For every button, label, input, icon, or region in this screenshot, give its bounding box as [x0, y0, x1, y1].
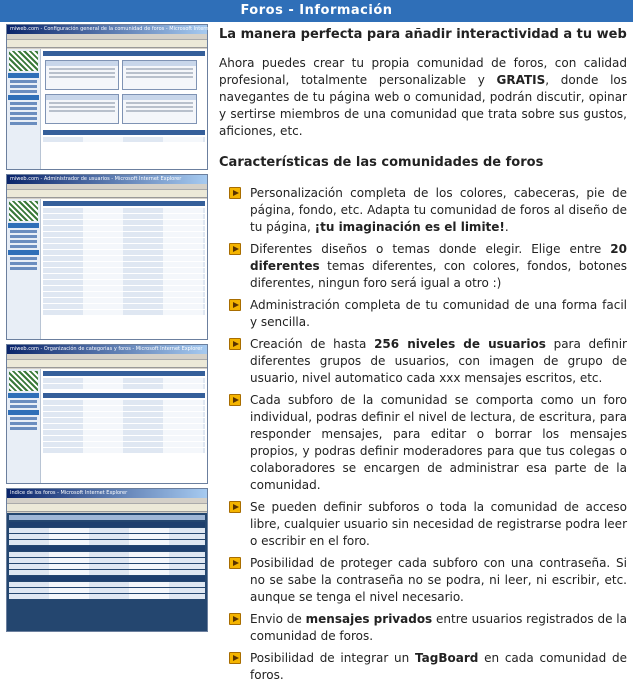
features-heading: Características de las comunidades de foros	[219, 155, 544, 170]
page-header	[0, 0, 633, 22]
arrow-bullet-icon	[229, 299, 241, 311]
list-item: Posibilidad de proteger cada subforo con una contraseña. Si no se sabe la contraseña no se podra, ni leer, ni escribir, etc. aunque se tenga el nivel necesario.	[229, 555, 627, 606]
arrow-bullet-icon	[229, 338, 241, 350]
screenshot-vista-foros[interactable]	[6, 488, 208, 632]
list-item: Creación de hasta 256 niveles de usuarios para definir diferentes grupos de usuarios, con imagen de grupo de usuario, nivel automatico cada xxx mensajes escritos, etc.	[229, 336, 627, 387]
arrow-bullet-icon	[229, 557, 241, 569]
window-title: Indice de los foros - Microsoft Internet Explorer	[7, 489, 207, 498]
main-heading: La manera perfecta para añadir interactividad a tu web	[219, 27, 627, 42]
screenshot-configuracion[interactable]	[6, 24, 236, 170]
list-item: Se pueden definir subforos o toda la comunidad de acceso libre, cualquier usuario sin necesidad de registrarse podra leer o escribir en el foro.	[229, 499, 627, 550]
list-item: Personalización completa de los colores, cabeceras, pie de página, fondo, etc. Adapta tu comunidad de foros al diseño de tu página, ¡tu imaginación es el limite!.	[229, 185, 627, 236]
screenshot-organizacion[interactable]	[6, 344, 208, 484]
arrow-bullet-icon	[229, 613, 241, 625]
features-list	[229, 185, 627, 684]
list-item: Administración completa de tu comunidad de una forma facil y sencilla.	[229, 297, 627, 331]
arrow-bullet-icon	[229, 501, 241, 513]
list-item: Cada subforo de la comunidad se comporta como un foro individual, podras definir el nivel de lectura, de escritura, para responder mensajes, para editar o borrar los mensajes propios, y podras definir moderadores para que tus colegas o colaboradores se encargen de administrar esa parte de la comunidad.	[229, 392, 627, 494]
window-title: miweb.com - Configuración general de la comunidad de foros - Microsoft Internet Explorer	[7, 25, 207, 34]
window-title: miweb.com - Organización de categorias y foros - Microsoft Internet Explorer	[7, 345, 207, 354]
arrow-bullet-icon	[229, 652, 241, 664]
info-column	[219, 26, 627, 689]
arrow-bullet-icon	[229, 187, 241, 199]
list-item: Posibilidad de integrar un TagBoard en cada comunidad de foros.	[229, 650, 627, 684]
list-item: Diferentes diseños o temas donde elegir. Elige entre 20 diferentes temas diferentes, con colores, fondos, botones diferentes, ningun foro será igual a otro :)	[229, 241, 627, 292]
screenshot-usuarios[interactable]	[6, 174, 208, 340]
page-title: Foros - Información	[240, 3, 393, 18]
window-title: miweb.com - Administrador de usuarios - Microsoft Internet Explorer	[7, 175, 207, 184]
arrow-bullet-icon	[229, 394, 241, 406]
intro-paragraph: Ahora puedes crear tu propia comunidad de foros, con calidad profesional, totalmente personalizable y GRATIS, donde los navegantes de tu página web o comunidad, podrán discutir, opinar y sertirse miembros de una comunidad que trata sobre sus gustos, aficiones, etc.	[219, 56, 627, 138]
screenshots-column	[6, 24, 236, 632]
arrow-bullet-icon	[229, 243, 241, 255]
list-item: Envio de mensajes privados entre usuarios registrados de la comunidad de foros.	[229, 611, 627, 645]
